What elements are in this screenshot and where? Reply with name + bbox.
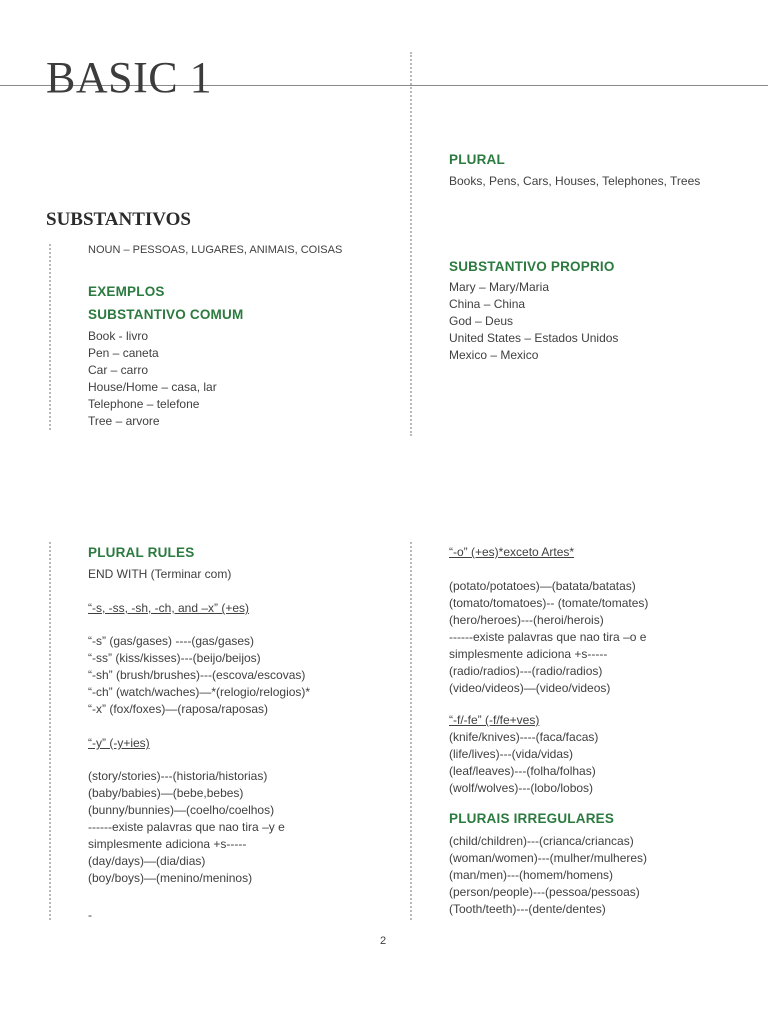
trailing-dash: - xyxy=(88,908,92,922)
page-number: 2 xyxy=(380,935,387,947)
list-item: (life/lives)---(vida/vidas) xyxy=(449,747,574,761)
list-item: (potato/potatoes)—(batata/batatas) xyxy=(449,579,636,593)
rule-f-list xyxy=(449,729,598,797)
rule-o-heading: “-o” (+es)*exceto Artes* xyxy=(449,545,575,559)
substantivo-comum-list xyxy=(88,328,217,430)
list-item: (video/videos)—(video/videos) xyxy=(449,681,611,695)
list-item: Tree – arvore xyxy=(88,414,160,428)
list-item: China – China xyxy=(449,297,526,311)
list-item: ------existe palavras que nao tira –o e xyxy=(449,630,647,644)
plural-text: Books, Pens, Cars, Houses, Telephones, Trees xyxy=(449,174,701,188)
list-item: (leaf/leaves)---(folha/folhas) xyxy=(449,764,596,778)
list-item: “-ss” (kiss/kisses)---(beijo/beijos) xyxy=(88,651,261,665)
list-item: “-x” (fox/foxes)—(raposa/raposas) xyxy=(88,702,269,716)
rule-es-list xyxy=(88,633,310,718)
list-item: House/Home – casa, lar xyxy=(88,380,217,394)
list-item: (story/stories)---(historia/historias) xyxy=(88,769,268,783)
list-item: (tomato/tomatoes)-- (tomate/tomates) xyxy=(449,596,649,610)
rule-y-list xyxy=(88,768,285,887)
list-item: (day/days)—(dia/dias) xyxy=(88,854,206,868)
list-item: (baby/babies)—(bebe,bebes) xyxy=(88,786,244,800)
list-item: (bunny/bunnies)—(coelho/coelhos) xyxy=(88,803,275,817)
substantivo-proprio-list xyxy=(449,279,618,364)
exemplos-heading: EXEMPLOS xyxy=(88,284,165,299)
list-item: simplesmente adiciona +s----- xyxy=(449,647,608,661)
rule-f-heading: “-f/-fe” (-f/fe+ves) xyxy=(449,713,540,727)
list-item: (man/men)---(homem/homens) xyxy=(449,868,614,882)
list-item: Telephone – telefone xyxy=(88,397,200,411)
list-item: (Tooth/teeth)---(dente/dentes) xyxy=(449,902,606,916)
substantivo-comum-heading: SUBSTANTIVO COMUM xyxy=(88,307,244,322)
noun-definition: NOUN – PESSOAS, LUGARES, ANIMAIS, COISAS xyxy=(88,244,343,256)
column-divider-bottom xyxy=(410,542,412,920)
list-item: simplesmente adiciona +s----- xyxy=(88,837,247,851)
list-item: (person/people)---(pessoa/pessoas) xyxy=(449,885,640,899)
plurais-irregulares-list xyxy=(449,833,647,918)
list-item: (knife/knives)----(faca/facas) xyxy=(449,730,599,744)
plural-rules-heading: PLURAL RULES xyxy=(88,545,195,560)
page-title: BASIC 1 xyxy=(46,53,213,102)
list-item: ------existe palavras que nao tira –y e xyxy=(88,820,285,834)
list-item: Car – carro xyxy=(88,363,149,377)
plurais-irregulares-heading: PLURAIS IRREGULARES xyxy=(449,811,615,826)
list-item: God – Deus xyxy=(449,314,514,328)
rule-es-heading: “-s, -ss, -sh, -ch, and –x” (+es) xyxy=(88,601,250,615)
list-item: “-ch” (watch/waches)—*(relogio/relogios)* xyxy=(88,685,311,699)
section-heading-substantivos: SUBSTANTIVOS xyxy=(46,209,191,230)
list-item: (radio/radios)---(radio/radios) xyxy=(449,664,603,678)
plural-heading: PLURAL xyxy=(449,152,505,167)
list-item: (hero/heroes)---(heroi/herois) xyxy=(449,613,604,627)
left-margin-guide-bottom xyxy=(49,542,51,920)
list-item: (wolf/wolves)---(lobo/lobos) xyxy=(449,781,594,795)
list-item: “-s” (gas/gases) ----(gas/gases) xyxy=(88,634,255,648)
rule-o-list xyxy=(449,578,648,697)
list-item: “-sh” (brush/brushes)---(escova/escovas) xyxy=(88,668,306,682)
list-item: (woman/women)---(mulher/mulheres) xyxy=(449,851,648,865)
list-item: United States – Estados Unidos xyxy=(449,331,619,345)
list-item: Mexico – Mexico xyxy=(449,348,539,362)
column-divider-top xyxy=(410,52,412,436)
rule-y-heading: “-y” (-y+ies) xyxy=(88,736,150,750)
list-item: Pen – caneta xyxy=(88,346,159,360)
list-item: (child/children)---(crianca/criancas) xyxy=(449,834,634,848)
left-margin-guide-top xyxy=(49,244,51,430)
list-item: Book - livro xyxy=(88,329,149,343)
list-item: (boy/boys)—(menino/meninos) xyxy=(88,871,253,885)
end-with-text: END WITH (Terminar com) xyxy=(88,567,232,581)
substantivo-proprio-heading: SUBSTANTIVO PROPRIO xyxy=(449,259,615,274)
list-item: Mary – Mary/Maria xyxy=(449,280,550,294)
